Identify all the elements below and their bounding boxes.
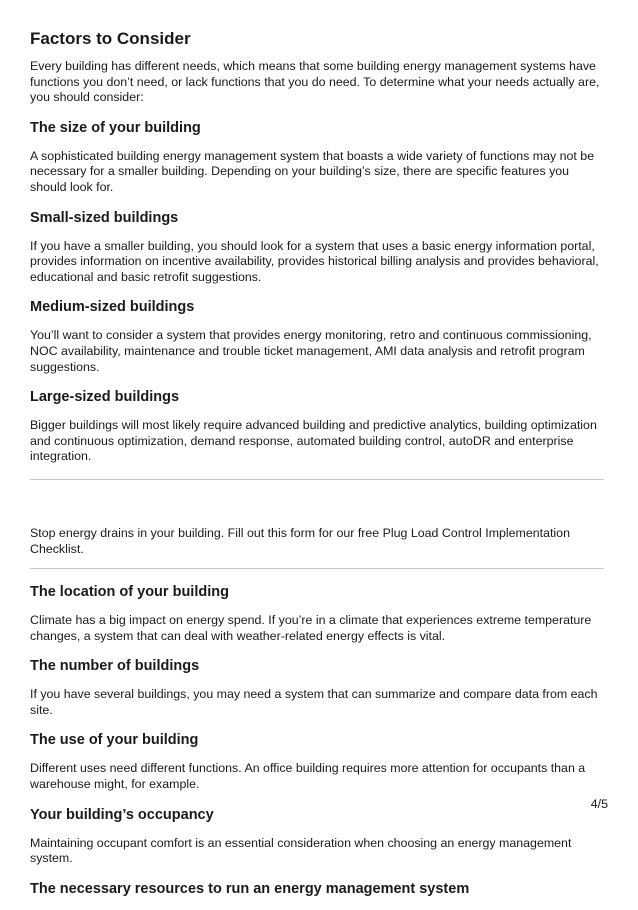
use-heading: The use of your building bbox=[30, 732, 199, 749]
medium-heading: Medium-sized buildings bbox=[30, 299, 195, 316]
location-heading: The location of your building bbox=[30, 584, 229, 601]
resources-heading: The necessary resources to run an energy management system bbox=[30, 880, 470, 897]
number-paragraph: If you have several buildings, you may need a system that can summarize and compare data from each site. bbox=[30, 687, 598, 717]
size-heading: The size of your building bbox=[30, 119, 201, 136]
divider-bottom bbox=[30, 568, 604, 569]
document-page bbox=[30, 28, 606, 910]
page-title: Factors to Consider bbox=[30, 29, 191, 48]
large-heading: Large-sized buildings bbox=[30, 389, 180, 406]
cta-text: Stop energy drains in your building. Fill out this form for our free Plug Load Control Implementation Checklist. bbox=[30, 525, 570, 556]
small-heading: Small-sized buildings bbox=[30, 209, 179, 226]
size-paragraph: A sophisticated building energy management system that boasts a wide variety of functions may not be necessary for a smaller building. Depending on your building’s size, there are specific features you should look for. bbox=[30, 148, 595, 194]
number-heading: The number of buildings bbox=[30, 658, 200, 675]
intro-paragraph: Every building has different needs, which means that some building energy management systems have functions you don’t need, or lack functions that you do need. To determine what your needs actually are, you should consider: bbox=[30, 59, 600, 105]
occupancy-heading: Your building’s occupancy bbox=[30, 806, 214, 823]
location-paragraph: Climate has a big impact on energy spend. If you’re in a climate that experiences extreme temperature changes, a system that can deal with weather-related energy effects is vital. bbox=[30, 613, 592, 643]
medium-paragraph: You’ll want to consider a system that provides energy monitoring, retro and continuous commissioning, NOC availability, maintenance and trouble ticket management, AMI data analysis and retrofit program suggestions. bbox=[30, 328, 592, 374]
large-paragraph: Bigger buildings will most likely require advanced building and predictive analytics, building optimization and continuous optimization, demand response, automated building control, autoDR and enterprise integration. bbox=[30, 418, 597, 464]
small-paragraph: If you have a smaller building, you should look for a system that uses a basic energy information portal, provides information on incentive availability, provides historical billing analysis and provides behavioral, educational and basic retrofit suggestions. bbox=[30, 238, 599, 284]
divider-top bbox=[30, 479, 604, 480]
occupancy-paragraph: Maintaining occupant comfort is an essential consideration when choosing an energy management system. bbox=[30, 835, 572, 866]
page-number: 4/5 bbox=[590, 797, 608, 811]
use-paragraph: Different uses need different functions. An office building requires more attention for occupants than a warehouse might, for example. bbox=[30, 761, 586, 792]
